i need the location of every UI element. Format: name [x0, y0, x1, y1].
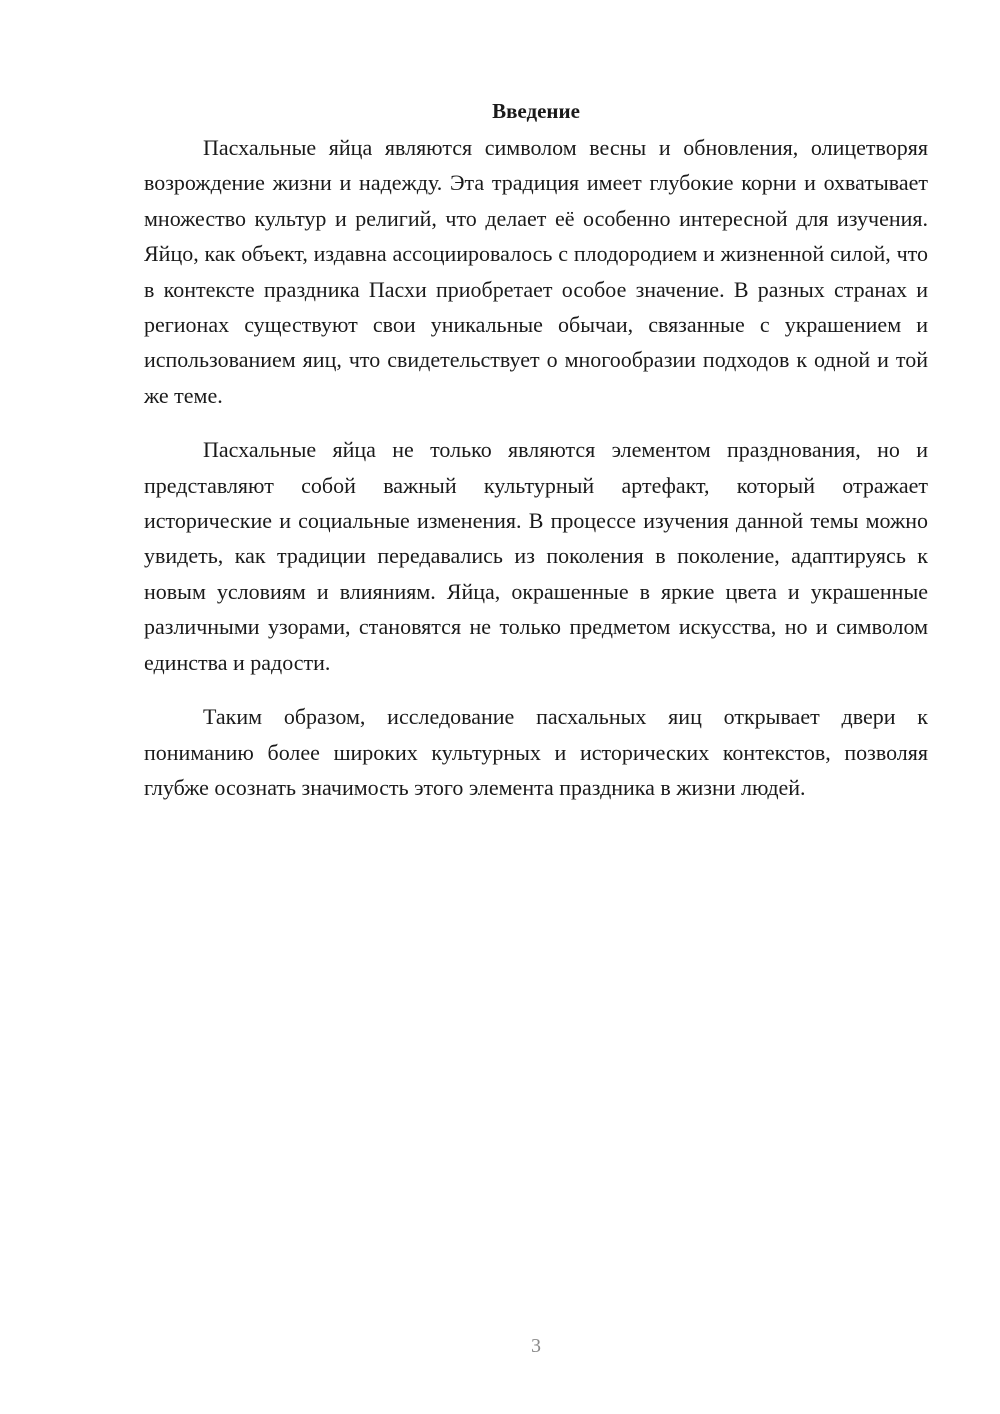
page-content	[144, 96, 928, 805]
paragraph-3: Таким образом, исследование пасхальных яиц открывает двери к пониманию более широких культурных и исторических контекстов, позволяя глубже осознать значимость этого элемента праздника в жизни людей.	[144, 704, 928, 800]
paragraph-2: Пасхальные яйца не только являются элементом празднования, но и представляют собой важный культурный артефакт, который отражает исторические и социальные изменения. В процессе изучения данной темы можно увидеть, как традиции передавались из поколения в поколение, адаптируясь к новым условиям и влияниям. Яйца, окрашенные в яркие цвета и украшенные различными узорами, становятся не только предметом искусства, но и символом единства и радости.	[144, 437, 928, 675]
section-heading: Введение	[492, 99, 580, 123]
paragraph-1: Пасхальные яйца являются символом весны и обновления, олицетворяя возрождение жизни и надежду. Эта традиция имеет глубокие корни и охватывает множество культур и религий, что делает её особенно интересной для изучения. Яйцо, как объект, издавна ассоциировалось с плодородием и жизненной силой, что в контексте праздника Пасхи приобретает особое значение. В разных странах и регионах существуют свои уникальные обычаи, связанные с украшением и использованием яиц, что свидетельствует о многообразии подходов к одной и той же теме.	[144, 135, 928, 408]
page-number: 3	[531, 1335, 541, 1357]
